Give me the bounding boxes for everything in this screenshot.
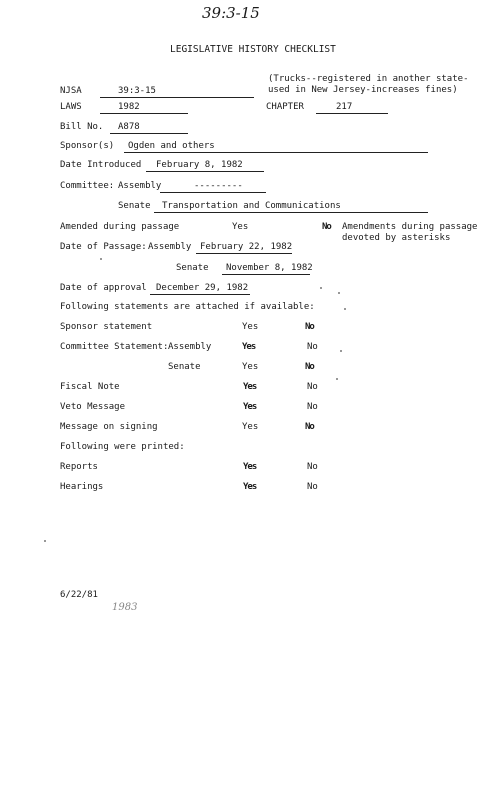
chapter-value: 217 (336, 102, 353, 112)
amended-no-struck: No (322, 222, 331, 232)
amended-yes: Yes (232, 222, 249, 232)
passage-label: Date of Passage: (60, 242, 147, 252)
approval-field (150, 283, 250, 295)
signing-message-yes: Yes (242, 422, 259, 432)
sponsor-statement-label: Sponsor statement (60, 322, 153, 332)
introduced-field (146, 160, 264, 172)
laws-value: 1982 (118, 102, 140, 112)
handwritten-citation: 39:3-15 (202, 4, 260, 22)
committee-assembly-value: --------- (194, 181, 243, 191)
sponsors-field (124, 141, 428, 153)
laws-label: LAWS (60, 102, 82, 112)
amended-note-line2: devoted by asterisks (342, 233, 451, 243)
reports-yes-struck: Yes (243, 462, 257, 472)
footer-date: 6/22/81 (60, 590, 98, 600)
sponsors-value: Ogden and others (128, 141, 215, 151)
passage-senate-field (222, 263, 313, 275)
introduced-value: February 8, 1982 (156, 160, 243, 170)
njsa-field (100, 86, 254, 98)
fiscal-note-no: No (307, 382, 318, 392)
fiscal-note-label: Fiscal Note (60, 382, 120, 392)
njsa-value: 39:3-15 (118, 86, 156, 96)
scan-speck (344, 308, 346, 310)
printed-heading: Following were printed: (60, 442, 185, 452)
description-line1: (Trucks--registered in another state- (268, 74, 469, 84)
scan-speck (44, 540, 46, 542)
committee-senate-field (154, 201, 428, 213)
chapter-field (316, 102, 388, 114)
committee-senate-value: Transportation and Communications (162, 201, 341, 211)
sponsors-label: Sponsor(s) (60, 141, 115, 151)
committee-statement-assembly-yes-struck: Yes (242, 342, 256, 352)
committee-statement-assembly-label: Assembly (168, 342, 212, 352)
amended-label: Amended during passage (60, 222, 180, 232)
committee-statement-senate-yes: Yes (242, 362, 259, 372)
sponsor-statement-no-struck: No (305, 322, 314, 332)
reports-label: Reports (60, 462, 98, 472)
committee-statement-senate-label: Senate (168, 362, 201, 372)
scan-speck (340, 350, 342, 352)
hearings-label: Hearings (60, 482, 104, 492)
veto-message-no: No (307, 402, 318, 412)
passage-senate-label: Senate (176, 263, 209, 273)
approval-label: Date of approval (60, 283, 147, 293)
approval-value: December 29, 1982 (156, 283, 249, 293)
scan-speck (100, 258, 102, 260)
scan-speck (336, 378, 338, 380)
fiscal-note-yes-struck: Yes (243, 382, 257, 392)
signing-message-no-struck: No (305, 422, 314, 432)
sponsor-statement-yes: Yes (242, 322, 259, 332)
passage-assembly-value: February 22, 1982 (200, 242, 293, 252)
reports-no: No (307, 462, 318, 472)
veto-message-yes-struck: Yes (243, 402, 257, 412)
scan-speck (320, 287, 322, 289)
passage-assembly-label: Assembly (148, 242, 192, 252)
laws-field (100, 102, 188, 114)
committee-senate-label: Senate (118, 201, 151, 211)
committee-statement-assembly-no: No (307, 342, 318, 352)
passage-assembly-field (196, 242, 292, 254)
introduced-label: Date Introduced (60, 160, 142, 170)
bill-field (110, 122, 188, 134)
committee-statement-senate-no-struck: No (305, 362, 314, 372)
committee-label: Committee: (60, 181, 115, 191)
description-line2: used in New Jersey-increases fines) (268, 85, 458, 95)
attached-heading: Following statements are attached if available: (60, 302, 315, 312)
chapter-label: CHAPTER (266, 102, 304, 112)
footer-stamp: 1983 (112, 602, 138, 613)
scan-speck (338, 292, 340, 294)
passage-senate-value: November 8, 1982 (226, 263, 313, 273)
njsa-label: NJSA (60, 86, 82, 96)
bill-value: A878 (118, 122, 140, 132)
veto-message-label: Veto Message (60, 402, 126, 412)
committee-assembly-field (160, 181, 266, 193)
bill-label: Bill No. (60, 122, 104, 132)
committee-assembly-label: Assembly (118, 181, 162, 191)
hearings-yes-struck: Yes (243, 482, 257, 492)
amended-note-line1: Amendments during passage (342, 222, 478, 232)
committee-statement-label: Committee Statement: (60, 342, 169, 352)
hearings-no: No (307, 482, 318, 492)
page-title: LEGISLATIVE HISTORY CHECKLIST (170, 44, 336, 55)
signing-message-label: Message on signing (60, 422, 158, 432)
